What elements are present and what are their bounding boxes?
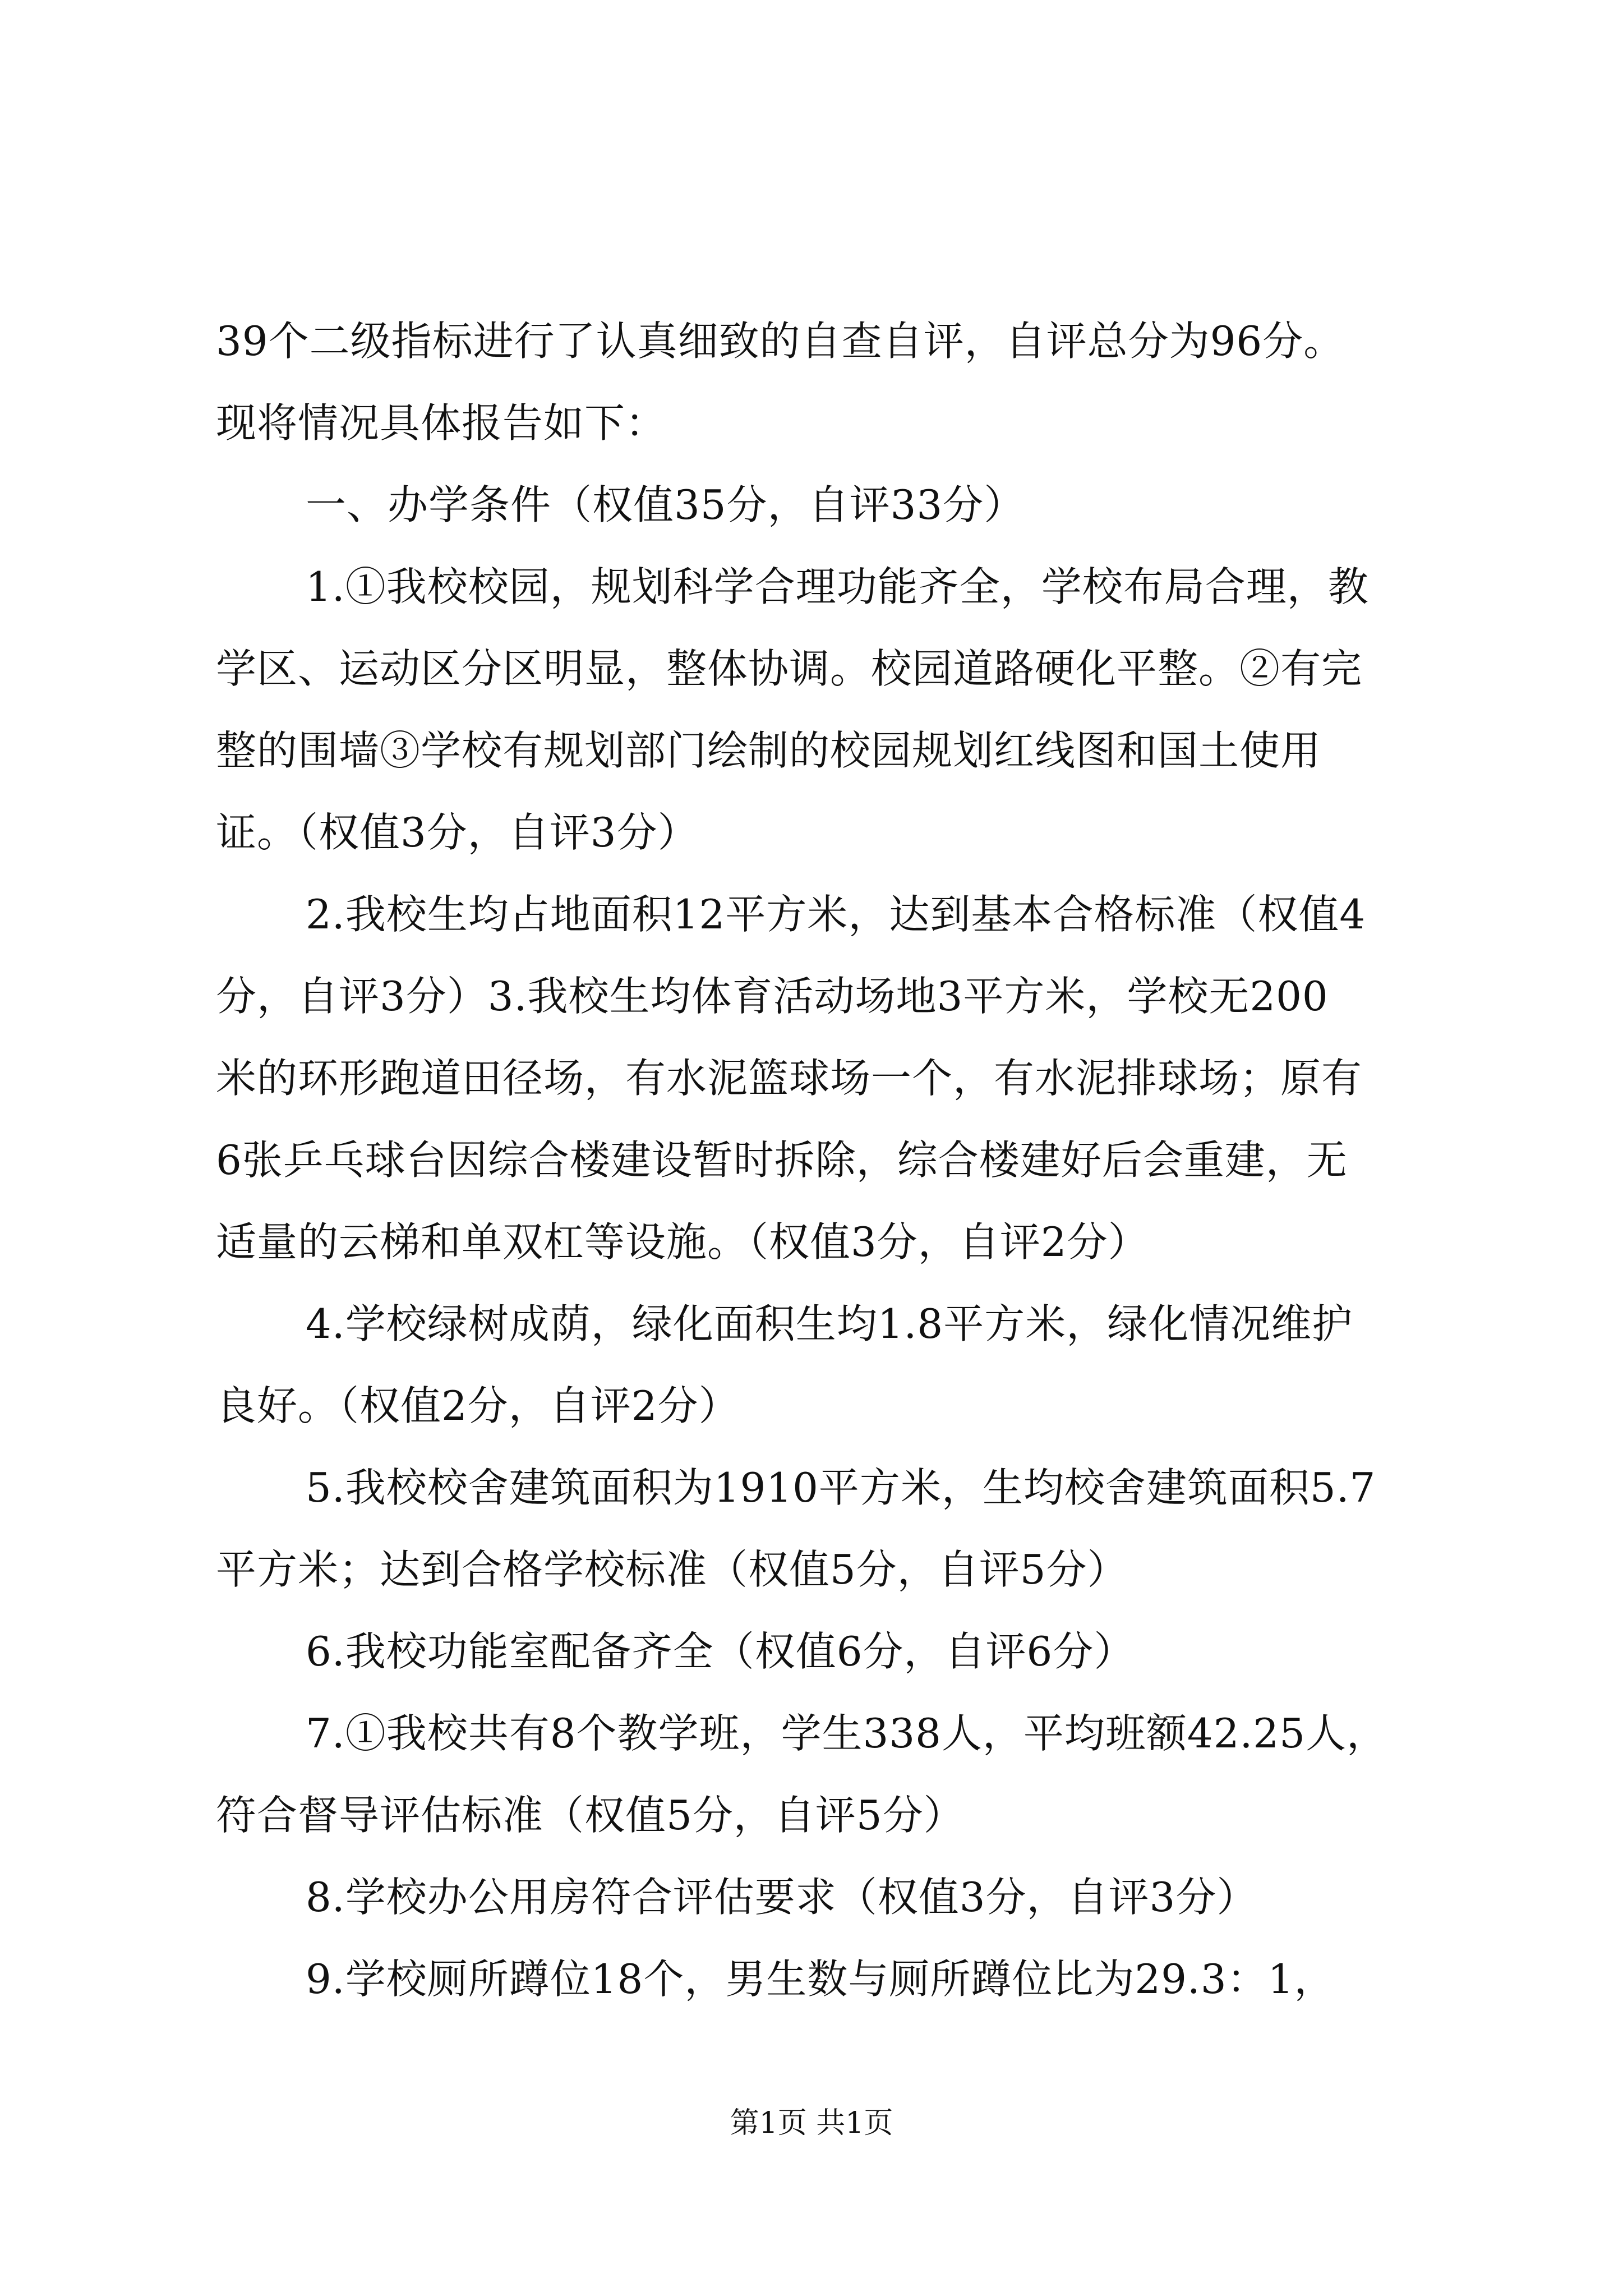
text-line: 39个二级指标进行了认真细致的自查自评，自评总分为96分。 bbox=[216, 318, 1345, 365]
text-line: 分，自评3分）3.我校生均体育活动场地3平方米，学校无200 bbox=[216, 973, 1329, 1020]
text-line: 7.①我校共有8个教学班，学生338人，平均班额42.25人， bbox=[306, 1710, 1388, 1757]
text-line: 现将情况具体报告如下： bbox=[216, 399, 667, 447]
text-line: 6张乒乓球台因综合楼建设暂时拆除，综合楼建好后会重建，无 bbox=[216, 1137, 1348, 1184]
text-line: 8.学校办公用房符合评估要求（权值3分，自评3分） bbox=[306, 1874, 1258, 1921]
text-line: 5.我校校舍建筑面积为1910平方米，生均校舍建筑面积5.7 bbox=[306, 1464, 1376, 1511]
text-line: 2.我校生均占地面积12平方米，达到基本合格标准（权值4 bbox=[306, 891, 1366, 938]
text-line: 9.学校厕所蹲位18个，男生数与厕所蹲位比为29.3：1， bbox=[306, 1955, 1335, 2003]
text-line: 米的环形跑道田径场，有水泥篮球场一个，有水泥排球场；原有 bbox=[216, 1055, 1363, 1102]
text-line: 平方米；达到合格学校标准（权值5分，自评5分） bbox=[216, 1546, 1128, 1593]
text-line: 一、办学条件（权值35分，自评33分） bbox=[306, 481, 1025, 528]
text-line: 符合督导评估标准（权值5分，自评5分） bbox=[216, 1792, 965, 1839]
text-line: 学区、运动区分区明显，整体协调。校园道路硬化平整。②有完 bbox=[216, 645, 1363, 692]
document-body bbox=[216, 300, 1453, 2020]
text-line: 良好。（权值2分，自评2分） bbox=[216, 1382, 740, 1429]
text-line: 4.学校绿树成荫，绿化面积生均1.8平方米，绿化情况维护 bbox=[306, 1300, 1353, 1347]
text-line: 6.我校功能室配备齐全（权值6分，自评6分） bbox=[306, 1628, 1135, 1675]
text-line: 1.①我校校园，规划科学合理功能齐全，学校布局合理，教 bbox=[306, 563, 1369, 610]
text-line: 整的围墙③学校有规划部门绘制的校园规划红线图和国土使用 bbox=[216, 727, 1322, 774]
text-line: 证。（权值3分，自评3分） bbox=[216, 809, 699, 856]
text-line: 适量的云梯和单双杠等设施。（权值3分，自评2分） bbox=[216, 1218, 1149, 1266]
page-footer: 第1页 共1页 bbox=[730, 2106, 893, 2140]
